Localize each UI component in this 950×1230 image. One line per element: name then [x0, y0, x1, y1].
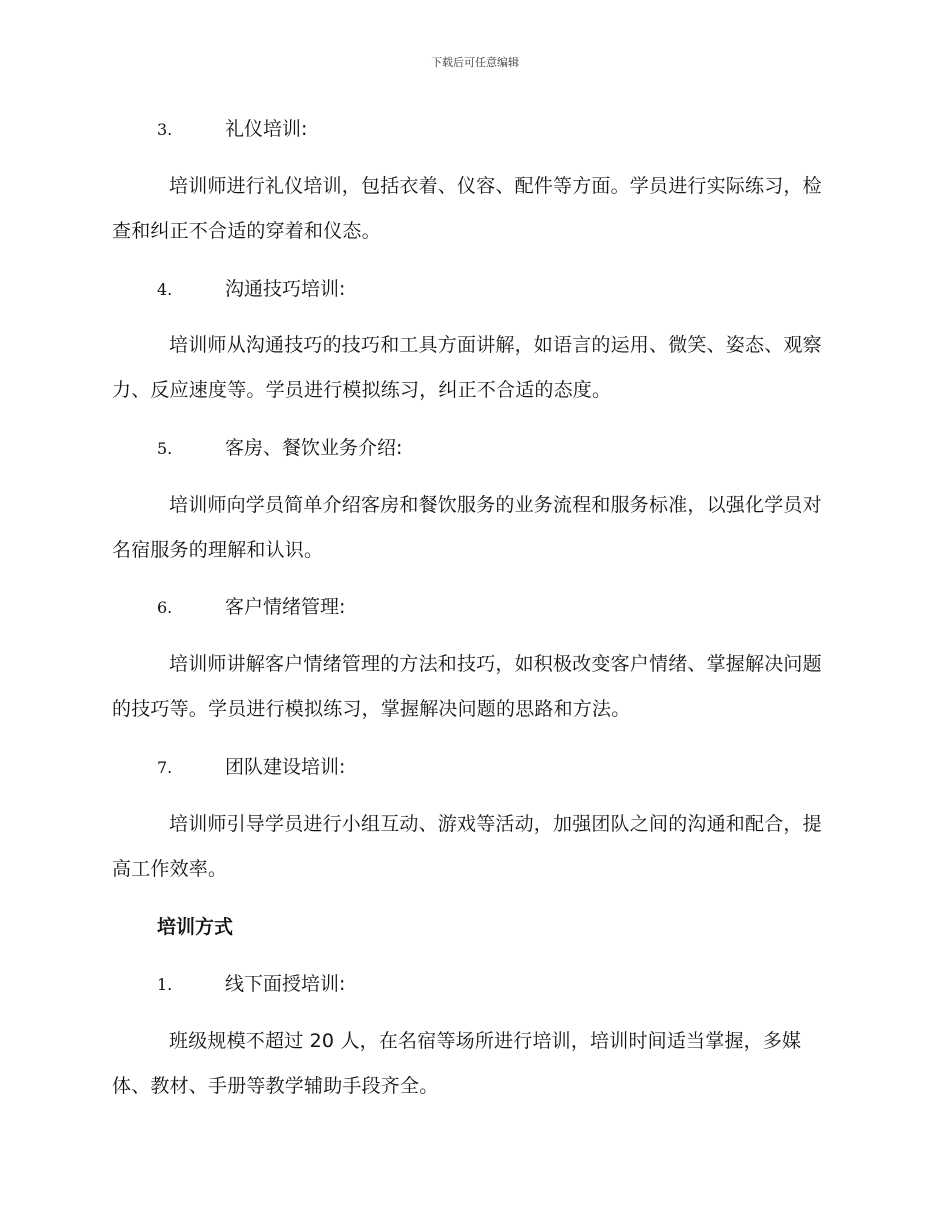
list-item-number: 3. — [157, 120, 173, 139]
list-item-heading — [157, 753, 345, 782]
list-item-number: 6. — [157, 598, 173, 617]
list-item-title: 客房、餐饮业务介绍: — [225, 437, 403, 459]
list-item-title: 团队建设培训: — [225, 756, 346, 778]
list-item-number: 5. — [157, 439, 173, 458]
section-heading: 培训方式 — [157, 916, 234, 938]
list-item-number: 7. — [157, 758, 173, 777]
list-item-body: 培训师讲解客户情绪管理的方法和技巧，如积极改变客户情绪、掌握解决问题的技巧等。学员进行模拟练习，掌握解决问题的思路和方法。 — [112, 653, 822, 720]
list-item-heading — [157, 275, 345, 304]
list-item-number: 1. — [157, 975, 173, 994]
list-item-title: 客户情绪管理: — [225, 596, 346, 618]
list-item-title: 沟通技巧培训: — [225, 278, 346, 300]
page-header: 下载后可任意编辑 — [431, 56, 519, 69]
list-item-number: 4. — [157, 280, 173, 299]
list-item-body: 培训师进行礼仪培训，包括衣着、仪容、配件等方面。学员进行实际练习，检查和纠正不合适的穿着和仪态。 — [112, 175, 822, 242]
list-item-title: 礼仪培训: — [225, 118, 308, 140]
list-item-heading — [157, 115, 307, 144]
list-item-body: 培训师引导学员进行小组互动、游戏等活动，加强团队之间的沟通和配合，提高工作效率。 — [112, 813, 822, 880]
list-item-title: 线下面授培训: — [225, 973, 346, 995]
list-item-body: 培训师向学员简单介绍客房和餐饮服务的业务流程和服务标准，以强化学员对名宿服务的理解和认识。 — [112, 494, 822, 561]
list-item-heading — [157, 434, 402, 463]
list-item-heading — [157, 593, 345, 622]
list-item-body: 培训师从沟通技巧的技巧和工具方面讲解，如语言的运用、微笑、姿态、观察力、反应速度等。学员进行模拟练习，纠正不合适的态度。 — [112, 334, 822, 401]
list-item-heading — [157, 970, 345, 999]
list-item-body: 班级规模不超过 20 人，在名宿等场所进行培训，培训时间适当掌握，多媒体、教材、手册等教学辅助手段齐全。 — [112, 1030, 802, 1097]
